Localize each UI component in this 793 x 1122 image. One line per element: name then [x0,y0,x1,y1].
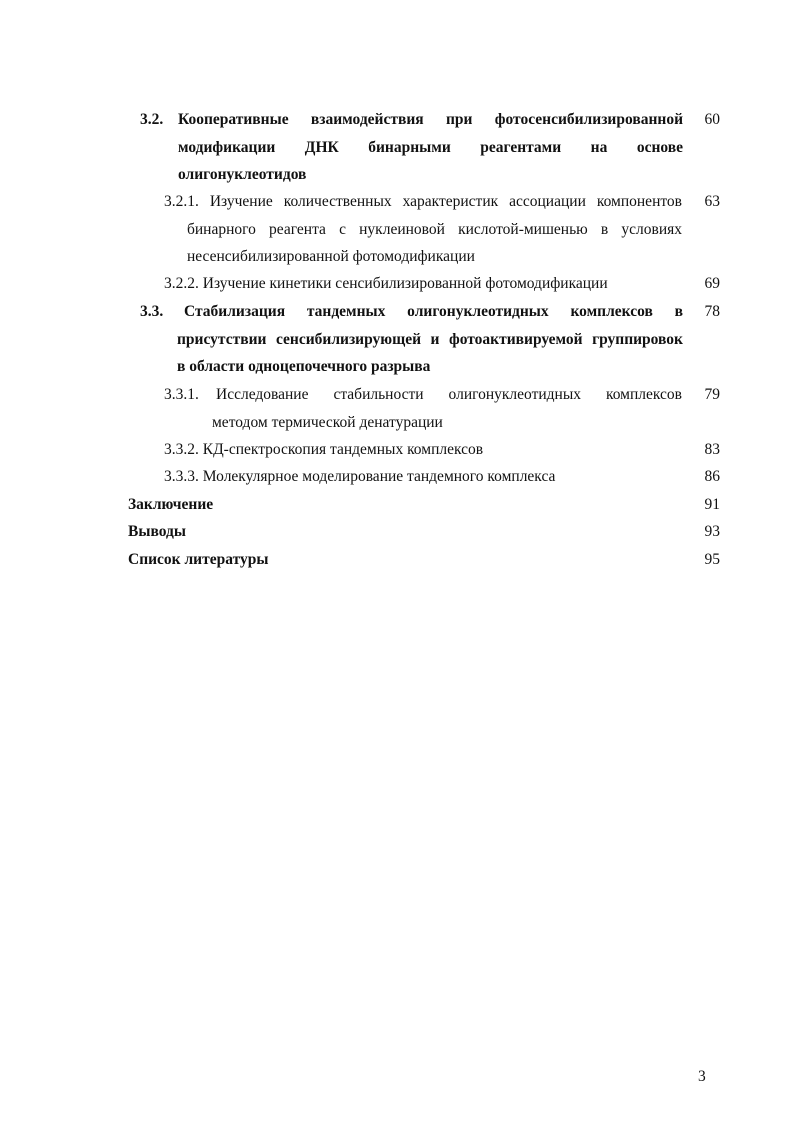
toc-entry-3-2-2 [164,270,720,298]
toc-page-number: 79 [704,386,720,403]
toc-page-number: 69 [704,275,720,292]
toc-entry-title: Список литературы [128,551,269,568]
toc-entry-number: 3.3. [140,303,164,320]
toc-entry-title: 3.3.3. Молекулярное моделирование тандемного комплекса [164,468,556,485]
toc-entry-line: олигонуклеотидов [178,166,307,183]
toc-entry-findings [128,518,720,546]
toc-entry-line: в области одноцепочечного разрыва [177,358,431,375]
toc-page-number: 91 [704,496,720,513]
toc-entry-line: модификации ДНК бинарными реагентами на основе [178,138,683,156]
toc-page-number: 95 [704,551,720,568]
toc-entry-conclusion [128,491,720,519]
toc-entry-title: Заключение [128,496,214,513]
toc-entry-title: 3.2.2. Изучение кинетики сенсибилизированной фотомодификации [164,275,608,292]
toc-entry-3-3-3 [164,463,720,491]
toc-entry-number: 3.2. [140,111,164,128]
toc-page-number: 63 [704,193,720,210]
toc-entry-line: Кооперативные взаимодействия при фотосенсибилизированной [178,111,683,128]
toc-entry-line: бинарного реагента с нуклеиновой кислотой-мишенью в условиях [187,220,682,238]
toc-page-number: 93 [704,523,720,540]
toc-entry-line: Исследование стабильности олигонуклеотидных комплексов [216,386,682,403]
toc-entry-title: Выводы [128,523,186,540]
toc-page-number: 78 [704,303,720,320]
toc-entry-3-3-2 [164,436,720,464]
toc-page-number: 86 [704,468,720,485]
toc-entry-line: Изучение количественных характеристик ассоциации компонентов [209,193,682,210]
toc-entry-line: несенсибилизированной фотомодификации [187,248,475,265]
toc-entry-3-3 [140,298,720,382]
toc-entry-line: Стабилизация тандемных олигонуклеотидных комплексов в [184,303,683,320]
toc-entry-number: 3.2.1. [164,193,199,210]
toc-page-number: 60 [704,111,720,128]
toc-entry-3-2 [140,106,720,190]
toc-entry-references [128,546,720,574]
toc-entry-title: 3.3.2. КД-спектроскопия тандемных комплексов [164,441,484,458]
toc-page-number: 83 [704,441,720,458]
toc-entry-3-2-1 [164,188,720,272]
toc-entry-line: методом термической денатурации [212,413,443,431]
toc-entry-3-3-1 [164,381,720,437]
toc-entry-number: 3.3.1. [164,386,199,403]
page-number: 3 [698,1068,706,1085]
toc-entry-line: присутствии сенсибилизирующей и фотоактивируемой группировок [177,330,683,348]
